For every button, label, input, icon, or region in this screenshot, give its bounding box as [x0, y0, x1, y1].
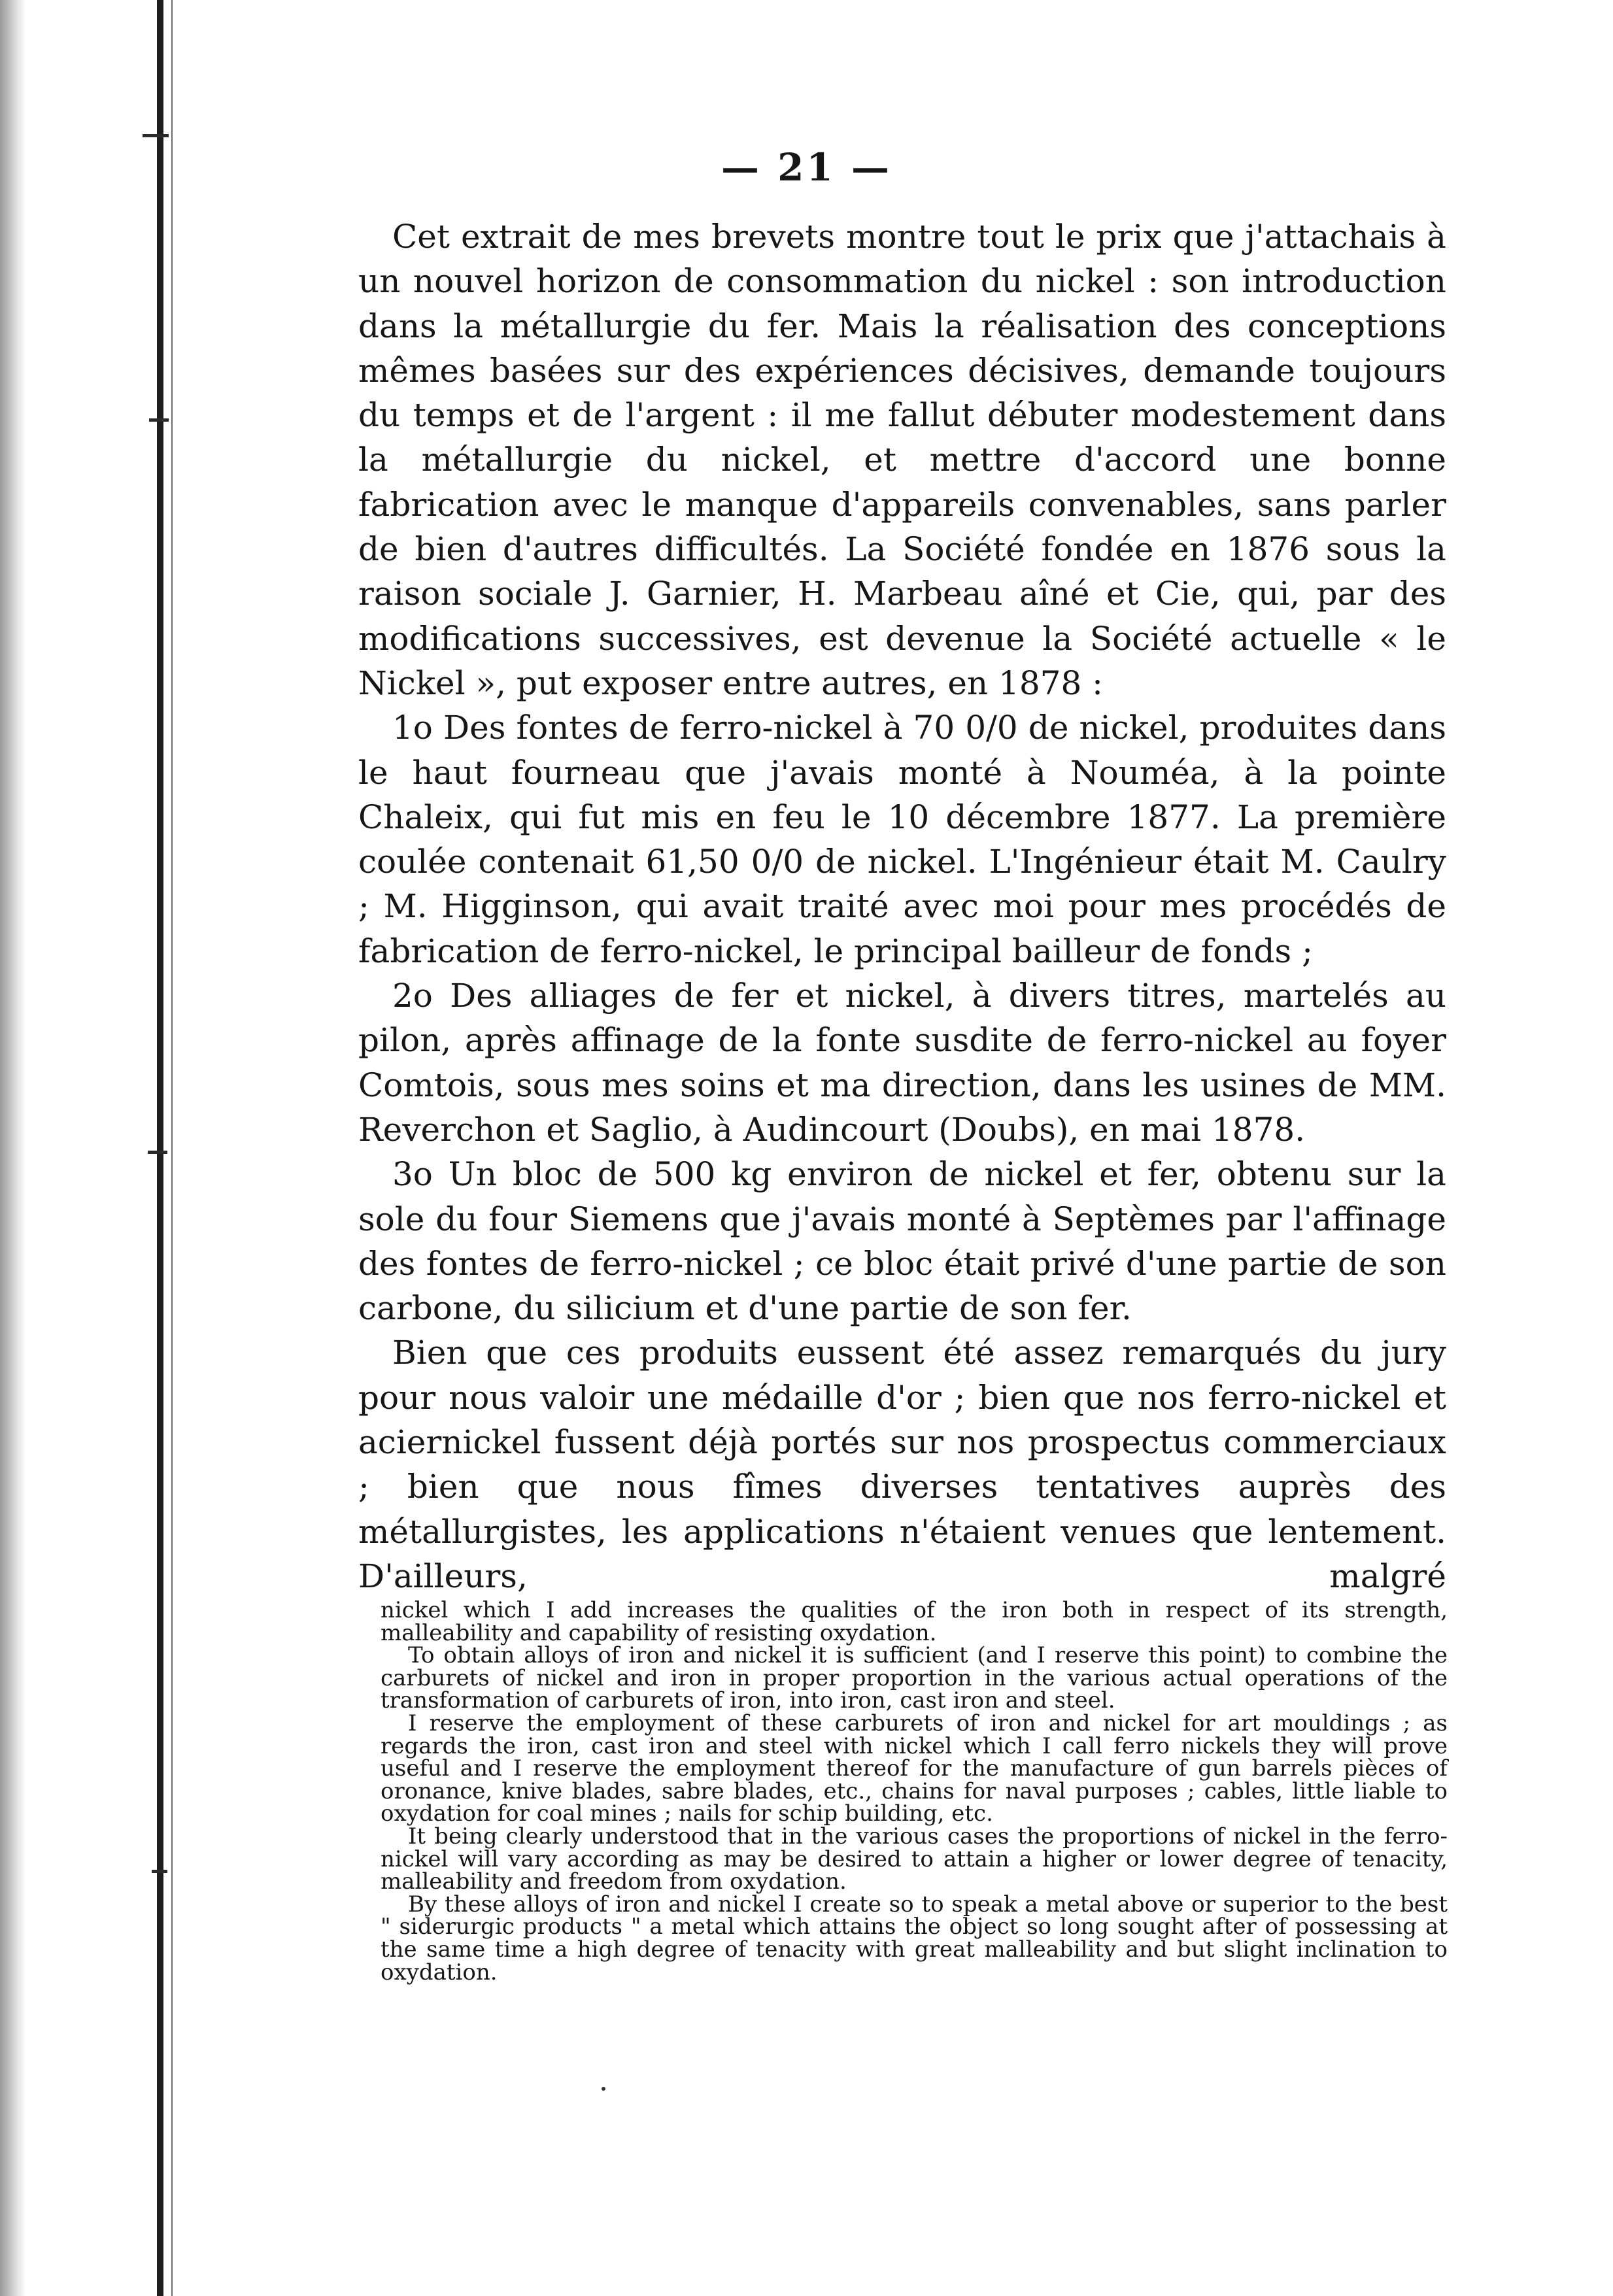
margin-rule-thin — [171, 0, 173, 2296]
body-paragraph: Bien que ces produits eussent été assez remarqués du jury pour nous valoir une médaille d'or ; bien que nos ferro-nickel et aciernickel fussent déjà portés sur nos prospectus commerciaux ; bien que nous fîmes diverses tentatives auprès des métallurgistes, les applications n'étaient venues que lentement. D'ailleurs, malgré — [358, 1334, 1446, 1595]
footnote-paragraph: By these alloys of iron and nickel I create so to speak a metal above or superior to the best " siderurgic products " a metal which attains the object so long sought after of possessing at the same time a high degree of tenacity with great malleability and but slight inclination to oxydation. — [381, 1891, 1448, 1985]
margin-tick — [148, 1151, 167, 1154]
body-paragraph: 3o Un bloc de 500 kg environ de nickel et fer, obtenu sur la sole du four Siemens que j'avais monté à Septèmes par l'affinage des fontes de ferro-nickel ; ce bloc était privé d'une partie de son carbone, du silicium et d'une partie de son fer. — [358, 1155, 1446, 1328]
body-paragraph: 1o Des fontes de ferro-nickel à 70 0/0 de nickel, produites dans le haut fourneau que j'avais monté à Nouméa, à la pointe Chaleix, qui fut mis en feu le 10 décembre 1877. La première coulée contenait 61,50 0/0 de nickel. L'Ingénieur était M. Caulry ; M. Higginson, qui avait traité avec moi pour mes procédés de fabrication de ferro-nickel, le principal bailleur de fonds ; — [358, 709, 1446, 970]
footnote-paragraph: nickel which I add increases the qualities of the iron both in respect of its strength, malleability and capability of resisting oxydation. — [381, 1597, 1448, 1646]
footnote-paragraph: To obtain alloys of iron and nickel it is sufficient (and I reserve this point) to combine the carburets of nickel and iron in proper proportion in the various actual operations of the transformation of carburets of iron, into iron, cast iron and steel. — [381, 1642, 1448, 1714]
margin-tick — [143, 134, 169, 137]
footnote-paragraph: It being clearly understood that in the various cases the proportions of nickel in the ferro-nickel will vary according as may be desired to attain a higher or lower degree of tenacity, malleability and freedom from oxydation. — [381, 1823, 1448, 1895]
main-text — [358, 214, 1446, 1598]
page-binding-edge — [0, 0, 26, 2296]
page-number: — 21 — — [721, 145, 892, 190]
margin-tick — [149, 418, 169, 422]
footnotes — [381, 1599, 1448, 1984]
margin-rule — [157, 0, 163, 2296]
body-paragraph: Cet extrait de mes brevets montre tout le prix que j'attachais à un nouvel horizon de consommation du nickel : son introduction dans la métallurgie du fer. Mais la réalisation des conceptions mêmes basées sur des expériences décisives, demande toujours du temps et de l'argent : il me fallut débuter modestement dans la métallurgie du nickel, et mettre d'accord une bonne fabrication avec le manque d'appareils convenables, sans parler de bien d'autres difficultés. La Société fondée en 1876 sous la raison sociale J. Garnier, H. Marbeau aîné et Cie, qui, par des modifications successives, est devenue la Société actuelle « le Nickel », put exposer entre autres, en 1878 : — [358, 218, 1446, 702]
footnote-paragraph: I reserve the employment of these carburets of iron and nickel for art mouldings ; as regards the iron, cast iron and steel with nickel which I call ferro nickels they will prove useful and I reserve the employment thereof for the manufacture of gun barrels pièces of oronance, knive blades, sabre blades, etc., chains for naval purposes ; cables, little liable to oxydation for coal mines ; nails for schip building, etc. — [381, 1710, 1448, 1827]
margin-tick — [152, 1870, 167, 1873]
ink-speck — [602, 2087, 605, 2091]
body-paragraph: 2o Des alliages de fer et nickel, à divers titres, martelés au pilon, après affinage de la fonte susdite de ferro-nickel au foyer Comtois, sous mes soins et ma direction, dans les usines de MM. Reverchon et Saglio, à Audincourt (Doubs), en mai 1878. — [358, 977, 1446, 1149]
